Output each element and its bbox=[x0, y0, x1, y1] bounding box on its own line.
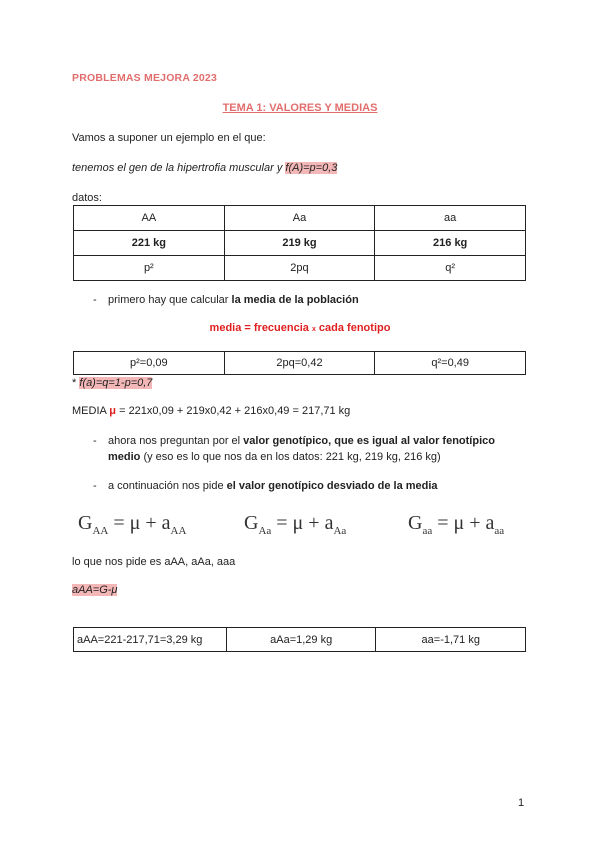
bullet-3-bold: el valor genotípico desviado de la media bbox=[226, 480, 438, 492]
bullet-dash: - bbox=[93, 294, 97, 306]
aAA-formula-line bbox=[72, 584, 117, 596]
formula-sub: aa bbox=[422, 525, 433, 537]
formula-sub: Aa bbox=[333, 525, 347, 537]
formula-aa bbox=[408, 512, 504, 537]
table-cell: AA bbox=[74, 206, 225, 231]
bullet-1-text: primero hay que calcular bbox=[108, 294, 232, 306]
formula-sub: AA bbox=[92, 525, 109, 537]
formula-Aa bbox=[244, 512, 346, 537]
bullet-2-line-1 bbox=[108, 435, 495, 447]
table-cell: 221 kg bbox=[74, 231, 225, 256]
formula-AA bbox=[78, 512, 186, 537]
table-cell: 2pq=0,42 bbox=[224, 352, 375, 375]
mu-symbol: μ bbox=[109, 405, 117, 417]
frequency-table bbox=[73, 351, 526, 375]
bullet-dash: - bbox=[93, 435, 97, 447]
formula-mid: = μ + a bbox=[432, 512, 495, 534]
table-cell: 216 kg bbox=[375, 231, 526, 256]
table-cell: aa=-1,71 kg bbox=[376, 628, 526, 652]
media-formula-right: cada fenotipo bbox=[315, 322, 391, 334]
table-cell: aAA=221-217,71=3,29 kg bbox=[74, 628, 227, 652]
note-line bbox=[72, 377, 152, 389]
intro-text: Vamos a suponer un ejemplo en el que: bbox=[72, 132, 266, 144]
note-highlight: f(a)=q=1-p=0,7 bbox=[79, 377, 153, 389]
table-row bbox=[74, 231, 526, 256]
example-text: tenemos el gen de la hipertrofia muscular y bbox=[72, 162, 286, 174]
bullet-3-text: a continuación nos pide bbox=[108, 480, 227, 492]
bullet-1 bbox=[108, 294, 359, 306]
formula-sub: Aa bbox=[258, 525, 272, 537]
bullet-1-bold: la media de la población bbox=[231, 294, 359, 306]
table-cell: 219 kg bbox=[224, 231, 375, 256]
media-line bbox=[72, 405, 350, 417]
media-formula bbox=[0, 322, 600, 334]
media-formula-left: media = frecuencia bbox=[209, 322, 312, 334]
formula-mid: = μ + a bbox=[271, 512, 334, 534]
table-cell: p² bbox=[74, 256, 225, 281]
formula-sub: aa bbox=[494, 525, 505, 537]
document-header: PROBLEMAS MEJORA 2023 bbox=[72, 72, 218, 84]
bullet-2-text: ahora nos preguntan por el bbox=[108, 435, 244, 447]
note-star: * bbox=[72, 377, 77, 389]
media-label: MEDIA bbox=[72, 405, 110, 417]
phenotype-table bbox=[73, 205, 526, 281]
bullet-2-bold-2: medio bbox=[108, 451, 141, 463]
table-cell: p²=0,09 bbox=[74, 352, 225, 375]
formula-G: G bbox=[408, 512, 423, 534]
table-row bbox=[74, 206, 526, 231]
table-cell: Aa bbox=[224, 206, 375, 231]
datos-label: datos: bbox=[72, 192, 102, 204]
example-highlight: f(A)=p=0,3 bbox=[285, 162, 338, 174]
media-formula-sub: x bbox=[311, 326, 316, 333]
formula-G: G bbox=[244, 512, 259, 534]
table-row bbox=[74, 352, 526, 375]
bullet-dash: - bbox=[93, 480, 97, 492]
page-number: 1 bbox=[518, 797, 525, 809]
formula-mid: = μ + a bbox=[108, 512, 171, 534]
deviation-table bbox=[73, 627, 526, 652]
page-title bbox=[0, 102, 600, 114]
bullet-2-bold: valor genotípico, que es igual al valor fenotípico bbox=[243, 435, 495, 447]
bullet-2-line-2 bbox=[108, 451, 441, 463]
table-cell: aa bbox=[375, 206, 526, 231]
table-cell: q²=0,49 bbox=[375, 352, 526, 375]
table-row bbox=[74, 256, 526, 281]
media-expression: = 221x0,09 + 219x0,42 + 216x0,49 = 217,71 kg bbox=[116, 405, 351, 417]
table-row bbox=[74, 628, 526, 652]
ask-line: lo que nos pide es aAA, aAa, aaa bbox=[72, 556, 236, 568]
formula-sub: AA bbox=[170, 525, 187, 537]
aAA-formula: aAA=G-μ bbox=[72, 584, 118, 596]
bullet-2-text-2: (y eso es lo que nos da en los datos: 221 kg, 219 kg, 216 kg) bbox=[140, 451, 441, 463]
formula-G: G bbox=[78, 512, 93, 534]
bullet-3 bbox=[108, 480, 438, 492]
title-text: TEMA 1: VALORES Y MEDIAS bbox=[222, 102, 378, 114]
table-cell: aAa=1,29 kg bbox=[226, 628, 376, 652]
table-cell: q² bbox=[375, 256, 526, 281]
table-cell: 2pq bbox=[224, 256, 375, 281]
example-line bbox=[72, 162, 337, 174]
